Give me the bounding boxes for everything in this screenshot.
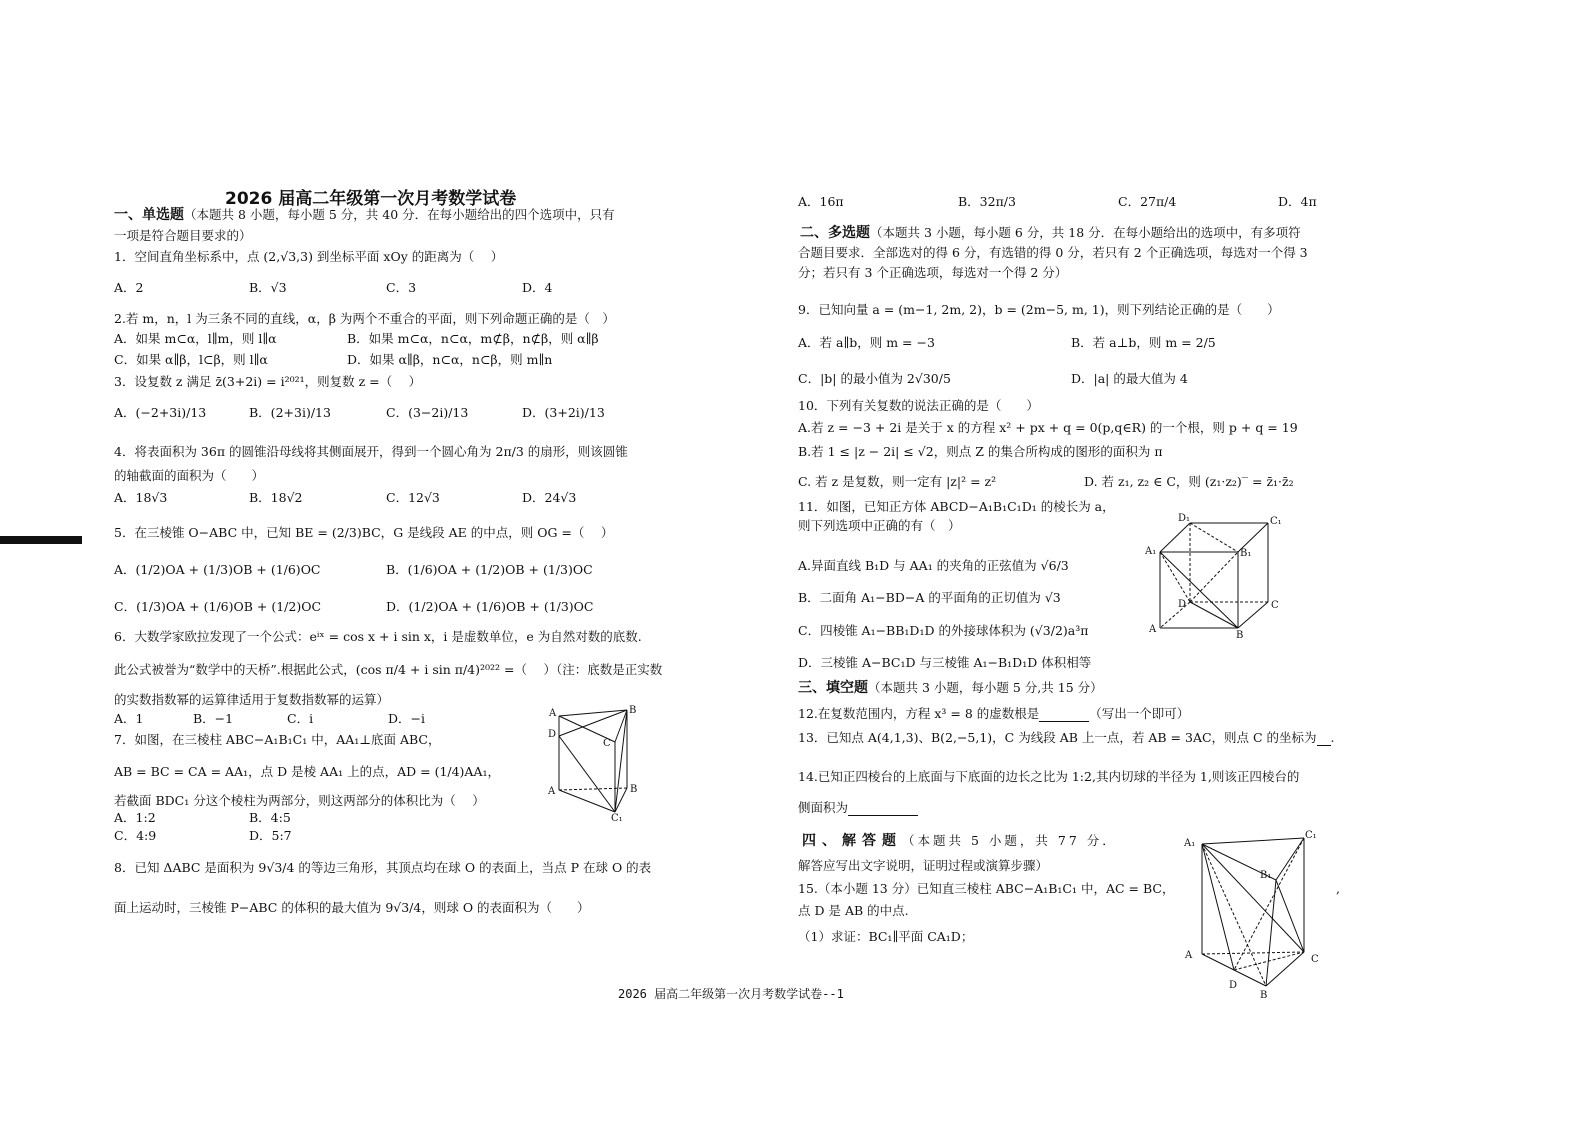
- q4-stem-2: 的轴截面的面积为（ ）: [114, 468, 265, 483]
- q3-option-a: A．(−2+3i)/13: [114, 405, 207, 420]
- fig7-label-b1: B: [629, 705, 637, 716]
- fig11-diagonal-hidden: [1190, 552, 1238, 602]
- fig7-label-a1: A: [549, 708, 557, 719]
- section2-desc-2: 合题目要求．全部选对的得 6 分，有选错的得 0 分，若只有 2 个正确选项，每选对一个得 3: [798, 245, 1308, 260]
- q8-stem-2: 面上运动时，三棱锥 P−ABC 的体积的最大值为 9√3/4，则球 O 的表面积为（ ）: [114, 900, 590, 915]
- q8-stem-1: 8．已知 ΔABC 是面积为 9√3/4 的等边三角形，其顶点均在球 O 的表面上，当点 P 在球 O 的表: [114, 860, 652, 875]
- q6-stem-3: 的实数指数幂的运算律适用于复数指数幂的运算）: [114, 692, 390, 707]
- q7-option-a: A．1:2: [114, 810, 156, 825]
- q5-option-a: A．(1/2)OA + (1/3)OB + (1/6)OC: [114, 562, 321, 577]
- q11-stem-1: 11．如图，已知正方体 ABCD−A₁B₁C₁D₁ 的棱长为 a，: [798, 499, 1115, 514]
- fig7-label-d: D: [548, 729, 557, 740]
- q6-stem-1: 6．大数学家欧拉发现了一个公式：eⁱˣ = cos x + i sin x，i 是虚数单位，e 为自然对数的底数.: [114, 629, 642, 644]
- q1-stem: 1．空间直角坐标系中，点 (2,√3,3) 到坐标平面 xOy 的距离为（ ）: [114, 249, 504, 264]
- q3-option-c: C．(3−2i)/13: [386, 405, 469, 420]
- fig7-edge: [559, 710, 627, 716]
- fig11-label-c1: C₁: [1270, 516, 1282, 527]
- fig15-edge: [1266, 880, 1276, 986]
- section2-desc: （本题共 3 小题，每小题 6 分，共 18 分．在每小题给出的选项中，有多项符: [870, 225, 1301, 240]
- fig11-label-d: D: [1178, 599, 1187, 610]
- fig11-label-c: C: [1271, 600, 1279, 611]
- fig15-label-b: B: [1260, 990, 1268, 1001]
- q8-option-a: A．16π: [798, 194, 844, 209]
- fig11-edge: [1160, 523, 1190, 552]
- section1-desc-2: 一项是符合题目要求的）: [114, 228, 252, 243]
- section2-desc-3: 分；若只有 3 个正确选项，每选对一个得 2 分）: [798, 265, 1068, 280]
- q9-option-d: D．|a| 的最大值为 4: [1071, 371, 1188, 386]
- q1-option-a: A．2: [114, 280, 144, 295]
- q9-option-a: A．若 a∥b，则 m = −3: [798, 335, 935, 350]
- fig7-label-c: C₁: [611, 813, 623, 822]
- q5-option-d: D．(1/2)OA + (1/6)OB + (1/3)OC: [386, 599, 594, 614]
- q2-option-c: C．如果 α∥β，l⊂β，则 l∥α: [114, 352, 268, 367]
- q14-stem-2: [798, 800, 918, 816]
- fig15-label-d: D: [1229, 980, 1238, 991]
- section2-header: [800, 225, 1301, 241]
- q2-option-b: B．如果 m⊂α，n⊂α，m⊄β，n⊄β，则 α∥β: [347, 331, 599, 346]
- section3-desc: （本题共 3 小题，每小题 5 分,共 15 分）: [868, 680, 1103, 695]
- fig11-label-a1: A₁: [1145, 546, 1157, 557]
- fig11-diagonal: [1160, 552, 1238, 628]
- q9-stem: 9．已知向量 a = (m−1, 2m, 2)，b = (2m−5, m, 1)，则下列结论正确的是（ ）: [798, 302, 1280, 317]
- q15-stem-2: 点 D 是 AB 的中点.: [798, 903, 909, 918]
- section1-heading: 一、单选题: [114, 207, 184, 223]
- q5-stem: 5．在三棱锥 O−ABC 中，已知 BE = (2/3)BC，G 是线段 AE 的中点，则 OG =（ ）: [114, 525, 614, 540]
- q6-option-b: B．−1: [193, 711, 234, 726]
- fig15-segment-hidden: [1202, 844, 1266, 986]
- fig15-edge: [1202, 838, 1304, 844]
- fig15-segment: [1202, 844, 1234, 970]
- q7-stem-2: AB = BC = CA = AA₁，点 D 是棱 AA₁ 上的点，AD = (1/4)AA₁，: [114, 764, 500, 779]
- fig15-label-c: C: [1311, 954, 1319, 965]
- q14-stem-1: 14.已知正四棱台的上底面与下底面的边长之比为 1:2,其内切球的半径为 1,则该正四棱台的: [798, 769, 1300, 784]
- fig7-label-b: B: [630, 784, 638, 795]
- q10-option-d: D. 若 z₁, z₂ ∈ C，则 (z₁·z₂)‾ = z̄₁·z̄₂: [1084, 474, 1294, 489]
- q6-stem-2: 此公式被誉为“数学中的天桥”.根据此公式，(cos π/4 + i sin π/4)²⁰²² =（ ）（注：底数是正实数: [114, 662, 663, 677]
- q13-answer-blank[interactable]: [1317, 731, 1331, 746]
- q8-option-b: B．32π/3: [958, 194, 1016, 209]
- q11-option-d: D．三棱锥 A−BC₁D 与三棱锥 A₁−B₁D₁D 体积相等: [798, 655, 1092, 670]
- q8-option-c: C．27π/4: [1118, 194, 1177, 209]
- fig15-label-b1: B₁: [1260, 870, 1272, 881]
- fig15-edge-hidden: [1202, 952, 1304, 954]
- q10-option-b: B.若 1 ≤ |z − 2i| ≤ √2，则点 Z 的集合所构成的图形的面积为 π: [798, 444, 1163, 459]
- q11-stem-2: 则下列选项中正确的有（ ）: [798, 518, 961, 533]
- q13-stem-end: .: [1330, 730, 1335, 745]
- section1-desc: （本题共 8 小题，每小题 5 分，共 40 分．在每小题给出的四个选项中，只有: [184, 207, 615, 222]
- q8-option-d: D．4π: [1278, 194, 1317, 209]
- fig11-label-d1: D₁: [1178, 513, 1191, 524]
- q3-option-b: B．(2+3i)/13: [249, 405, 331, 420]
- q12-answer-blank[interactable]: [1039, 707, 1089, 722]
- q12-stem: [798, 706, 1189, 722]
- q1-option-c: C．3: [386, 280, 417, 295]
- section3-header: [798, 680, 1103, 696]
- q10-stem: 10．下列有关复数的说法正确的是（ ）: [798, 398, 1039, 413]
- section1-header: [114, 207, 615, 223]
- q15-comma: ,: [1336, 881, 1340, 896]
- q3-stem: 3．设复数 z 满足 z̄(3+2i) = i²⁰²¹，则复数 z =（ ）: [114, 374, 422, 389]
- fig11-label-b1: B₁: [1240, 548, 1252, 559]
- q7-option-c: C．4:9: [114, 828, 157, 843]
- q15-prism-figure: [1180, 828, 1330, 1006]
- page-footer: 2026 届高二年级第一次月考数学试卷--1: [618, 987, 844, 1001]
- section4-heading: 四、解答题: [802, 833, 902, 849]
- fig7-label-c1: C: [603, 738, 611, 749]
- q7-option-b: B．4:5: [249, 810, 291, 825]
- fig11-label-a: A: [1149, 624, 1157, 635]
- exam-title: 2026 届高二年级第一次月考数学试卷: [225, 189, 517, 209]
- q5-option-b: B．(1/6)OA + (1/2)OB + (1/3)OC: [386, 562, 593, 577]
- q15-stem-1: 15.（本小题 13 分）已知直三棱柱 ABC−A₁B₁C₁ 中，AC = BC，: [798, 881, 1175, 896]
- fig11-edge: [1238, 602, 1268, 628]
- section4-desc-2: 解答应写出文字说明，证明过程或演算步骤）: [798, 858, 1049, 873]
- q7-stem-1: 7．如图，在三棱柱 ABC−A₁B₁C₁ 中，AA₁⊥底面 ABC，: [114, 732, 441, 747]
- q4-option-c: C．12√3: [386, 490, 440, 505]
- q11-cube-figure: [1140, 510, 1290, 640]
- q15-part1: （1）求证：BC₁∥平面 CA₁D；: [798, 929, 974, 944]
- q13-stem: [798, 730, 1335, 746]
- q7-stem-3: 若截面 BDC₁ 分这个棱柱为两部分，则这两部分的体积比为（ ）: [114, 793, 485, 808]
- q4-option-d: D．24√3: [522, 490, 577, 505]
- q10-option-a: A.若 z = −3 + 2i 是关于 x 的方程 x² + px + q = 0(p,q∈R) 的一个根，则 p + q = 19: [798, 420, 1298, 435]
- q5-option-c: C．(1/3)OA + (1/6)OB + (1/2)OC: [114, 599, 322, 614]
- section2-heading: 二、多选题: [800, 225, 870, 241]
- fig11-label-b: B: [1236, 630, 1244, 640]
- fig15-label-a: A: [1185, 950, 1193, 961]
- fig7-edge-hidden: [559, 788, 627, 790]
- q2-stem: 2.若 m，n，l 为三条不同的直线，α，β 为两个不重合的平面，则下列命题正确的是（ ）: [114, 311, 615, 326]
- q12-stem-note: （写出一个即可）: [1089, 706, 1190, 721]
- q7-prism-figure: [545, 704, 645, 822]
- q4-option-a: A．18√3: [114, 490, 168, 505]
- q1-option-d: D．4: [522, 280, 553, 295]
- q3-option-d: D．(3+2i)/13: [522, 405, 605, 420]
- q2-option-d: D．如果 α∥β，n⊂α，n⊂β，则 m∥n: [347, 352, 553, 367]
- binding-margin-mark: [0, 536, 82, 544]
- q9-option-b: B．若 a⊥b，则 m = 2/5: [1071, 335, 1216, 350]
- section4-header: [802, 833, 1118, 849]
- fig15-label-a1: A₁: [1184, 838, 1196, 849]
- q6-option-a: A．1: [114, 711, 144, 726]
- q2-option-a: A．如果 m⊂α，l∥m，则 l∥α: [114, 331, 277, 346]
- q4-stem-1: 4．将表面积为 36π 的圆锥沿母线将其侧面展开，得到一个圆心角为 2π/3 的扇形，则该圆锥: [114, 444, 628, 459]
- q14-stem-2-text: 侧面积为: [798, 800, 849, 815]
- q6-option-d: D．−i: [388, 711, 425, 726]
- q9-option-c: C．|b| 的最小值为 2√30/5: [798, 371, 951, 386]
- q6-option-c: C．i: [287, 711, 314, 726]
- q12-stem-text: 12.在复数范围内，方程 x³ = 8 的虚数根是: [798, 706, 1040, 721]
- fig11-diagonal-hidden: [1190, 523, 1238, 552]
- section3-heading: 三、填空题: [798, 680, 868, 696]
- q11-option-c: C．四棱锥 A₁−BB₁D₁D 的外接球体积为 (√3/2)a³π: [798, 623, 1089, 638]
- q14-answer-blank[interactable]: [848, 801, 918, 816]
- fig15-label-c1: C₁: [1305, 830, 1317, 841]
- fig15-edge: [1276, 838, 1304, 880]
- fig15-segment: [1276, 880, 1304, 952]
- q4-option-b: B．18√2: [249, 490, 303, 505]
- section4-desc: （本题共 5 小题，共 77 分．: [902, 833, 1118, 848]
- fig7-label-a: A: [548, 786, 556, 797]
- q13-stem-text: 13．已知点 A(4,1,3)、B(2,−5,1)，C 为线段 AB 上一点，若 AB = 3AC，则点 C 的坐标为: [798, 730, 1317, 745]
- fig11-diagonal: [1190, 602, 1238, 628]
- q11-option-a: A.异面直线 B₁D 与 AA₁ 的夹角的正弦值为 √6/3: [798, 558, 1069, 573]
- q10-option-c: C. 若 z 是复数，则一定有 |z|² = z²: [798, 474, 997, 489]
- q1-option-b: B．√3: [249, 280, 287, 295]
- q11-option-b: B．二面角 A₁−BD−A 的平面角的正切值为 √3: [798, 590, 1061, 605]
- q7-option-d: D．5:7: [249, 828, 292, 843]
